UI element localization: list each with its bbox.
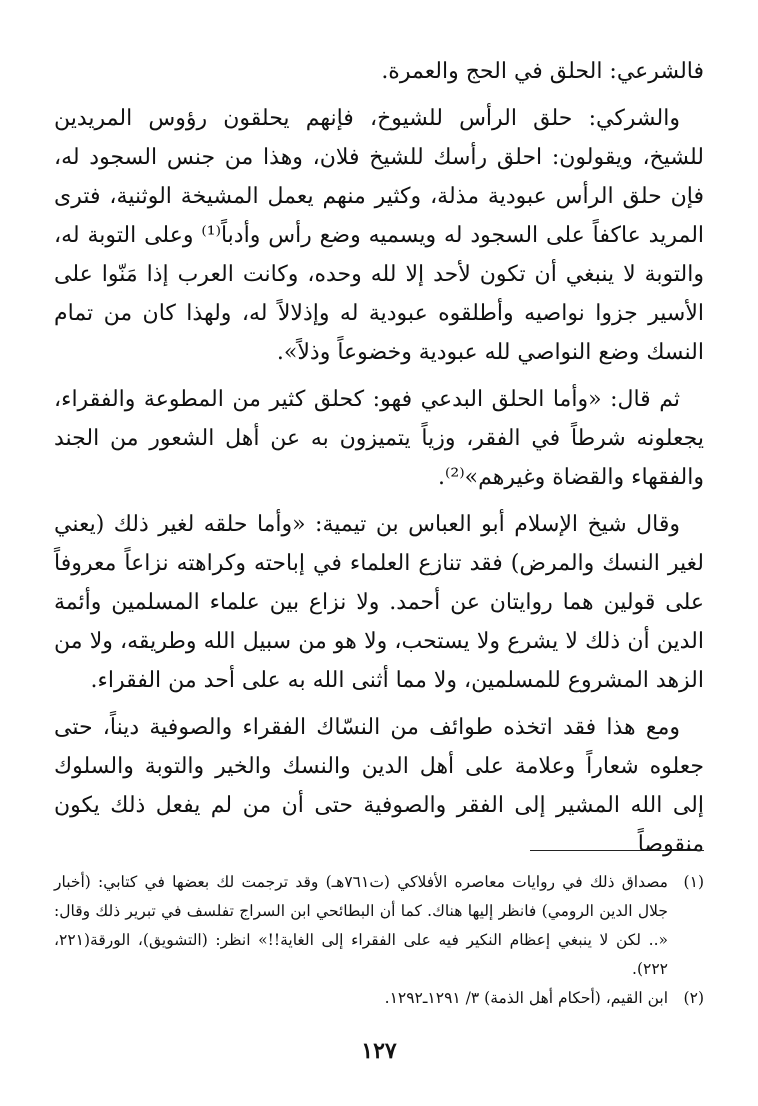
footnote-text: ابن القيم، (أحكام أهل الذمة) ٣/ ١٢٩١ـ١٢٩٢. bbox=[384, 989, 668, 1007]
main-text bbox=[54, 52, 704, 872]
page-number: ١٢٧ bbox=[361, 1038, 397, 1064]
paragraph: ومع هذا فقد اتخذه طوائف من النسّاك الفقراء والصوفية ديناً، حتى جعلوه شعاراً وعلامة على أهل الدين والنسك والخير والتوبة والسلوك إلى الله المشير إلى الفقر والصوفية حتى أن من لم يفعل ذلك يكون منقوصاً bbox=[54, 715, 704, 857]
paragraph: فالشرعي: الحلق في الحج والعمرة. bbox=[381, 59, 704, 84]
footnote-text: مصداق ذلك في روايات معاصره الأفلاكي (ت٧٦١هـ) وقد ترجمت لك بعضها في كتابي: (أخبار جلال الدين الرومي) فانظر إليها هناك. كما أن البطائحي ابن السراج تفلسف في تبرير ذلك وقال: «.. لكن لا ينبغي إعظام النكير فيه على الفقراء إلى الغاية!!» انظر: (التشويق)، الورقة(٢٢١، ٢٢٢). bbox=[54, 873, 668, 978]
paragraph: وقال شيخ الإسلام أبو العباس بن تيمية: «وأما حلقه لغير ذلك (يعني لغير النسك والمرض) فقد تنازع العلماء في إباحته وكراهته نزاعاً معروفاً على قولين هما روايتان عن أحمد. ولا نزاع بين علماء المسلمين وأئمة الدين أن ذلك لا يشرع ولا يستحب، ولا هو من سبيل الله وطريقه، ولا من الزهد المشروع للمسلمين، ولا مما أثنى الله به على أحد من الفقراء. bbox=[54, 512, 704, 693]
footnote-number: (٢) bbox=[683, 989, 704, 1007]
footnotes bbox=[54, 868, 704, 1013]
footnote bbox=[54, 868, 704, 984]
paragraph: والشركي: حلق الرأس للشيوخ، فإنهم يحلقون رؤوس المريدين للشيخ، ويقولون: احلق رأسك للشيخ فلان، وهذا من جنس السجود له، فإن حلق الرأس عبودية مذلة، وكثير منهم يعمل المشيخة الوثنية، فترى المريد عاكفاً على السجود له ويسميه وضع رأس وأدباً⁽¹⁾ وعلى التوبة له، والتوبة لا ينبغي أن تكون لأحد إلا لله وحده، وكانت العرب إذا مَنّوا على الأسير جزوا نواصيه وأطلقوه عبودية له وإذلالاً له، ولهذا كان من تمام النسك وضع النواصي لله عبودية وخضوعاً وذلاً». bbox=[54, 106, 705, 365]
footnote-divider bbox=[530, 850, 704, 851]
footnote-number: (١) bbox=[683, 873, 704, 891]
paragraph: ثم قال: «وأما الحلق البدعي فهو: كحلق كثير من المطوعة والفقراء، يجعلونه شرطاً في الفقر، وزياً يتميزون به عن أهل الشعور من الجند والفقهاء والقضاة وغيرهم»⁽²⁾. bbox=[54, 387, 704, 490]
footnote bbox=[54, 984, 704, 1013]
